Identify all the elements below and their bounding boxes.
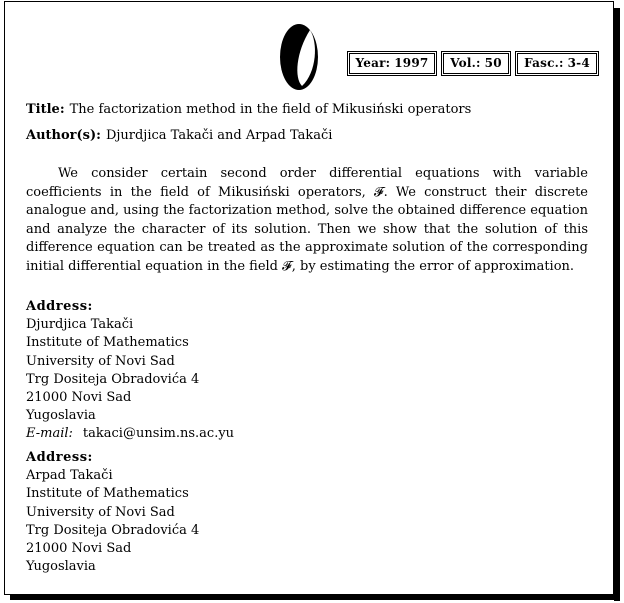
year-value: 1997 [394,56,429,70]
title-label: Title: [26,102,65,117]
authors-line [26,128,332,143]
abstract: We consider certain second order differential equations with variable coefficients in the field of Mikusiński operators, 𝓕. We construct their discrete analogue and, using the factorization method, solve the obtained difference equation and analyze the character of its solution. Then we show that the solution of this difference equation can be treated as the approximate solution of the corresponding initial differential equation in the field 𝓕, by estimating the error of approximation. [26,166,588,274]
journal-logo-icon [278,22,320,92]
year-box [349,53,435,74]
frame-shadow-bottom [10,594,620,600]
address-line: University of Novi Sad [26,353,175,369]
address-line: Institute of Mathematics [26,486,189,502]
paper-title: The factorization method in the field of Mikusiński operators [69,102,472,117]
email-label: E-mail: [26,426,73,442]
address-line: Yugoslavia [26,559,96,575]
volume-value: 50 [484,56,502,70]
address-line: University of Novi Sad [26,504,175,520]
fascicle-box [517,53,597,74]
address-line: Trg Dositeja Obradovića 4 [26,522,200,538]
frame-shadow-right [614,8,620,601]
address-line: Trg Dositeja Obradovića 4 [26,371,200,387]
fascicle-label: Fasc.: [524,56,564,70]
address-block-2 [26,449,199,576]
address-line: Djurdjica Takači [26,317,134,333]
address-line: 21000 Novi Sad [26,390,132,406]
volume-box [443,53,509,74]
paper-authors: Djurdjica Takači and Arpad Takači [105,128,333,143]
address-line: 21000 Novi Sad [26,541,132,557]
address-heading: Address: [26,450,93,465]
authors-label: Author(s): [26,128,101,143]
address-line: Arpad Takači [26,468,113,484]
email-address: takaci@unsim.ns.ac.yu [82,426,235,442]
fascicle-value: 3-4 [567,56,590,70]
address-line: Institute of Mathematics [26,335,189,351]
address-block-1 [26,298,234,444]
address-heading: Address: [26,299,93,314]
address-line: Yugoslavia [26,408,96,424]
volume-label: Vol.: [450,56,481,70]
title-line [26,102,471,117]
email-line [26,425,234,443]
year-label: Year: [355,56,391,70]
